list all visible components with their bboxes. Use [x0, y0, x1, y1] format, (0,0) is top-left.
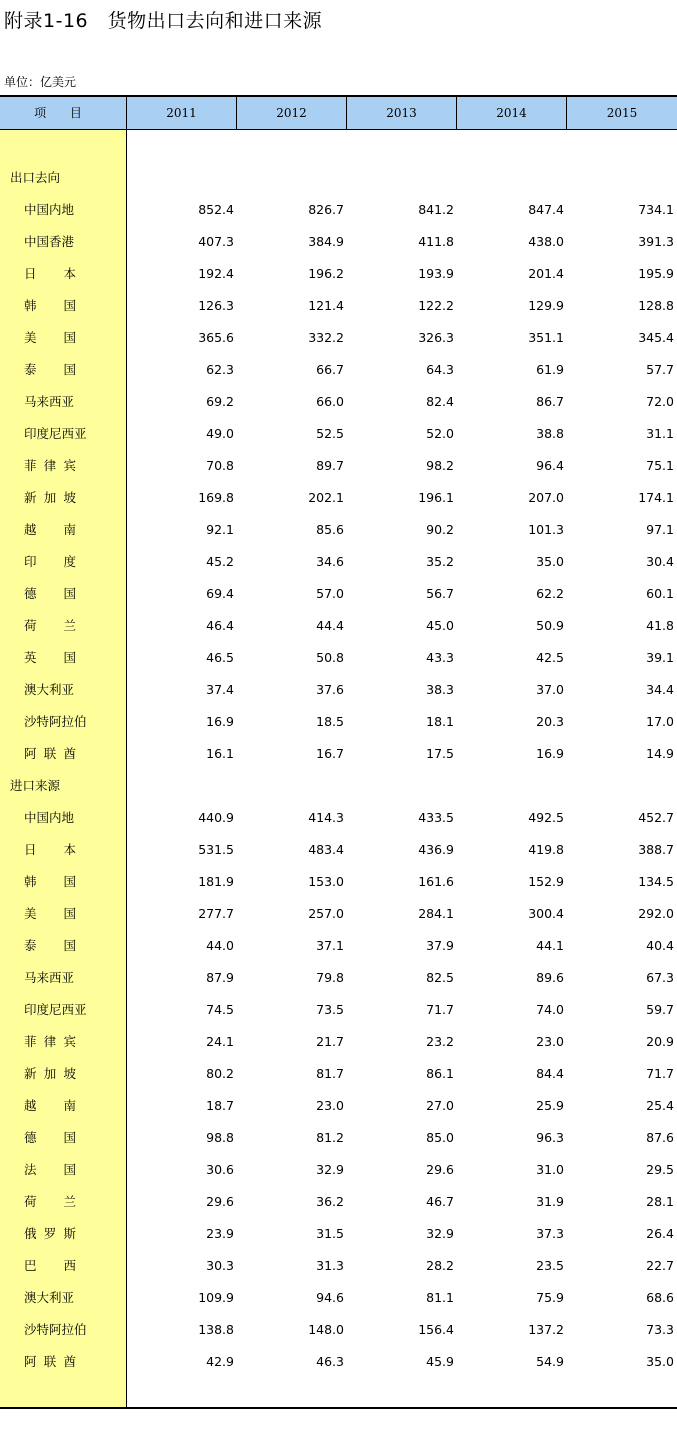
- value-cell: 68.6: [646, 1290, 674, 1305]
- value-cell: 196.2: [308, 266, 344, 281]
- row-label: 中国内地: [24, 202, 75, 217]
- value-cell: 134.5: [638, 874, 674, 889]
- row-label: 菲 律 宾: [24, 458, 76, 473]
- value-cell: 14.9: [646, 746, 674, 761]
- row-label: 泰 国: [24, 362, 76, 377]
- value-cell: 196.1: [418, 490, 454, 505]
- value-cell: 66.0: [316, 394, 344, 409]
- header-divider: [566, 97, 567, 129]
- value-cell: 44.0: [206, 938, 234, 953]
- table-row: [0, 1058, 677, 1090]
- value-cell: 46.5: [206, 650, 234, 665]
- row-label: 菲 律 宾: [24, 1034, 76, 1049]
- table-row: [0, 1346, 677, 1378]
- value-cell: 391.3: [638, 234, 674, 249]
- value-cell: 852.4: [198, 202, 234, 217]
- table-row: [0, 1218, 677, 1250]
- value-cell: 29.6: [206, 1194, 234, 1209]
- value-cell: 35.0: [536, 554, 564, 569]
- value-cell: 17.5: [426, 746, 454, 761]
- row-label: 荷 兰: [24, 618, 76, 633]
- value-cell: 109.9: [198, 1290, 234, 1305]
- value-cell: 436.9: [418, 842, 454, 857]
- value-cell: 138.8: [198, 1322, 234, 1337]
- table-row: [0, 1314, 677, 1346]
- value-cell: 17.0: [646, 714, 674, 729]
- value-cell: 49.0: [206, 426, 234, 441]
- value-cell: 62.2: [536, 586, 564, 601]
- table-row: [0, 354, 677, 386]
- row-label: 印度尼西亚: [24, 426, 87, 441]
- table-row: [0, 386, 677, 418]
- value-cell: 284.1: [418, 906, 454, 921]
- row-label: 德 国: [24, 1130, 76, 1145]
- header-year-2013: 2013: [386, 106, 417, 120]
- value-cell: 25.9: [536, 1098, 564, 1113]
- value-cell: 56.7: [426, 586, 454, 601]
- value-cell: 34.6: [316, 554, 344, 569]
- row-label: 德 国: [24, 586, 76, 601]
- value-cell: 31.9: [536, 1194, 564, 1209]
- value-cell: 128.8: [638, 298, 674, 313]
- value-cell: 46.4: [206, 618, 234, 633]
- row-label: 澳大利亚: [24, 1290, 75, 1305]
- value-cell: 37.3: [536, 1226, 564, 1241]
- value-cell: 98.8: [206, 1130, 234, 1145]
- value-cell: 129.9: [528, 298, 564, 313]
- value-cell: 433.5: [418, 810, 454, 825]
- value-cell: 31.5: [316, 1226, 344, 1241]
- value-cell: 195.9: [638, 266, 674, 281]
- row-label: 巴 西: [24, 1258, 76, 1273]
- value-cell: 84.4: [536, 1066, 564, 1081]
- row-label: 越 南: [24, 1098, 76, 1113]
- value-cell: 169.8: [198, 490, 234, 505]
- value-cell: 81.7: [316, 1066, 344, 1081]
- value-cell: 66.7: [316, 362, 344, 377]
- value-cell: 440.9: [198, 810, 234, 825]
- table-row: [0, 1250, 677, 1282]
- value-cell: 69.4: [206, 586, 234, 601]
- value-cell: 137.2: [528, 1322, 564, 1337]
- value-cell: 23.0: [316, 1098, 344, 1113]
- value-cell: 411.8: [418, 234, 454, 249]
- row-label: 越 南: [24, 522, 76, 537]
- header-year-2012: 2012: [276, 106, 307, 120]
- value-cell: 62.3: [206, 362, 234, 377]
- value-cell: 414.3: [308, 810, 344, 825]
- header-year-2014: 2014: [496, 106, 527, 120]
- table-row: [0, 290, 677, 322]
- table-row: [0, 738, 677, 770]
- value-cell: 85.6: [316, 522, 344, 537]
- header-year-2015: 2015: [606, 106, 638, 120]
- value-cell: 16.9: [536, 746, 564, 761]
- row-label: 俄 罗 斯: [24, 1226, 76, 1241]
- value-cell: 29.6: [426, 1162, 454, 1177]
- value-cell: 89.7: [316, 458, 344, 473]
- section-label: 进口来源: [10, 778, 61, 793]
- header-year-2011: 2011: [166, 106, 197, 120]
- value-cell: 181.9: [198, 874, 234, 889]
- value-cell: 22.7: [646, 1258, 674, 1273]
- value-cell: 30.6: [206, 1162, 234, 1177]
- value-cell: 419.8: [528, 842, 564, 857]
- row-label: 阿 联 酋: [24, 746, 76, 761]
- value-cell: 73.5: [316, 1002, 344, 1017]
- value-cell: 45.2: [206, 554, 234, 569]
- value-cell: 32.9: [316, 1162, 344, 1177]
- value-cell: 32.9: [426, 1226, 454, 1241]
- value-cell: 52.0: [426, 426, 454, 441]
- value-cell: 148.0: [308, 1322, 344, 1337]
- row-label: 马来西亚: [24, 970, 75, 985]
- row-label: 法 国: [24, 1162, 76, 1177]
- unit-label: 单位：亿美元: [4, 75, 77, 89]
- value-cell: 86.7: [536, 394, 564, 409]
- table-row: [0, 962, 677, 994]
- table-row: [0, 418, 677, 450]
- value-cell: 29.5: [646, 1162, 674, 1177]
- value-cell: 46.7: [426, 1194, 454, 1209]
- value-cell: 57.7: [646, 362, 674, 377]
- value-cell: 79.8: [316, 970, 344, 985]
- value-cell: 34.4: [646, 682, 674, 697]
- value-cell: 74.0: [536, 1002, 564, 1017]
- row-label: 新 加 坡: [24, 1066, 76, 1081]
- value-cell: 38.3: [426, 682, 454, 697]
- page-title: 附录1-16 货物出口去向和进口来源: [4, 10, 323, 32]
- table-row: [0, 546, 677, 578]
- table-row: [0, 610, 677, 642]
- table-row: [0, 674, 677, 706]
- table-row: [0, 642, 677, 674]
- row-label: 中国香港: [24, 234, 75, 249]
- value-cell: 28.2: [426, 1258, 454, 1273]
- value-cell: 18.5: [316, 714, 344, 729]
- value-cell: 101.3: [528, 522, 564, 537]
- table-row: [0, 1186, 677, 1218]
- value-cell: 44.4: [316, 618, 344, 633]
- value-cell: 122.2: [418, 298, 454, 313]
- value-cell: 202.1: [308, 490, 344, 505]
- value-cell: 27.0: [426, 1098, 454, 1113]
- value-cell: 97.1: [646, 522, 674, 537]
- value-cell: 201.4: [528, 266, 564, 281]
- value-cell: 42.5: [536, 650, 564, 665]
- header-divider: [456, 97, 457, 129]
- value-cell: 74.5: [206, 1002, 234, 1017]
- row-label: 日 本: [24, 842, 76, 857]
- row-label: 沙特阿拉伯: [24, 714, 87, 729]
- table-body: [0, 162, 677, 1378]
- value-cell: 21.7: [316, 1034, 344, 1049]
- value-cell: 407.3: [198, 234, 234, 249]
- value-cell: 43.3: [426, 650, 454, 665]
- value-cell: 531.5: [198, 842, 234, 857]
- value-cell: 23.0: [536, 1034, 564, 1049]
- value-cell: 847.4: [528, 202, 564, 217]
- table-row: [0, 194, 677, 226]
- header-divider: [236, 97, 237, 129]
- value-cell: 70.8: [206, 458, 234, 473]
- value-cell: 207.0: [528, 490, 564, 505]
- section-row: [0, 770, 677, 802]
- value-cell: 192.4: [198, 266, 234, 281]
- table-row: [0, 802, 677, 834]
- table-row: [0, 322, 677, 354]
- value-cell: 30.3: [206, 1258, 234, 1273]
- value-cell: 96.3: [536, 1130, 564, 1145]
- value-cell: 152.9: [528, 874, 564, 889]
- value-cell: 452.7: [638, 810, 674, 825]
- value-cell: 44.1: [536, 938, 564, 953]
- value-cell: 126.3: [198, 298, 234, 313]
- value-cell: 50.9: [536, 618, 564, 633]
- table-row: [0, 898, 677, 930]
- value-cell: 45.0: [426, 618, 454, 633]
- value-cell: 80.2: [206, 1066, 234, 1081]
- data-table: [0, 95, 677, 1409]
- row-label: 韩 国: [24, 298, 76, 313]
- row-label: 韩 国: [24, 874, 76, 889]
- value-cell: 37.0: [536, 682, 564, 697]
- value-cell: 35.0: [646, 1354, 674, 1369]
- value-cell: 69.2: [206, 394, 234, 409]
- value-cell: 46.3: [316, 1354, 344, 1369]
- value-cell: 67.3: [646, 970, 674, 985]
- value-cell: 36.2: [316, 1194, 344, 1209]
- value-cell: 96.4: [536, 458, 564, 473]
- row-label: 新 加 坡: [24, 490, 76, 505]
- value-cell: 483.4: [308, 842, 344, 857]
- value-cell: 31.3: [316, 1258, 344, 1273]
- value-cell: 23.2: [426, 1034, 454, 1049]
- value-cell: 87.9: [206, 970, 234, 985]
- value-cell: 75.1: [646, 458, 674, 473]
- value-cell: 81.2: [316, 1130, 344, 1145]
- value-cell: 75.9: [536, 1290, 564, 1305]
- table-row: [0, 834, 677, 866]
- section-row: [0, 162, 677, 194]
- table-row: [0, 578, 677, 610]
- value-cell: 25.4: [646, 1098, 674, 1113]
- value-cell: 71.7: [646, 1066, 674, 1081]
- value-cell: 28.1: [646, 1194, 674, 1209]
- value-cell: 57.0: [316, 586, 344, 601]
- table-row: [0, 226, 677, 258]
- value-cell: 38.8: [536, 426, 564, 441]
- table-row: [0, 482, 677, 514]
- value-cell: 277.7: [198, 906, 234, 921]
- table-row: [0, 1090, 677, 1122]
- value-cell: 92.1: [206, 522, 234, 537]
- value-cell: 31.0: [536, 1162, 564, 1177]
- value-cell: 292.0: [638, 906, 674, 921]
- table-row: [0, 258, 677, 290]
- value-cell: 24.1: [206, 1034, 234, 1049]
- value-cell: 153.0: [308, 874, 344, 889]
- value-cell: 351.1: [528, 330, 564, 345]
- value-cell: 734.1: [638, 202, 674, 217]
- value-cell: 54.9: [536, 1354, 564, 1369]
- value-cell: 174.1: [638, 490, 674, 505]
- value-cell: 35.2: [426, 554, 454, 569]
- value-cell: 121.4: [308, 298, 344, 313]
- value-cell: 61.9: [536, 362, 564, 377]
- value-cell: 89.6: [536, 970, 564, 985]
- value-cell: 23.5: [536, 1258, 564, 1273]
- table-header: [0, 97, 677, 129]
- value-cell: 82.5: [426, 970, 454, 985]
- row-label: 美 国: [24, 330, 76, 345]
- value-cell: 492.5: [528, 810, 564, 825]
- row-label: 澳大利亚: [24, 682, 75, 697]
- value-cell: 18.1: [426, 714, 454, 729]
- value-cell: 42.9: [206, 1354, 234, 1369]
- row-label: 沙特阿拉伯: [24, 1322, 87, 1337]
- row-label: 印度尼西亚: [24, 1002, 87, 1017]
- header-divider: [346, 97, 347, 129]
- table-row: [0, 994, 677, 1026]
- value-cell: 37.6: [316, 682, 344, 697]
- table-row: [0, 1154, 677, 1186]
- value-cell: 73.3: [646, 1322, 674, 1337]
- value-cell: 37.9: [426, 938, 454, 953]
- row-label: 马来西亚: [24, 394, 75, 409]
- value-cell: 71.7: [426, 1002, 454, 1017]
- value-cell: 300.4: [528, 906, 564, 921]
- value-cell: 20.9: [646, 1034, 674, 1049]
- value-cell: 257.0: [308, 906, 344, 921]
- value-cell: 365.6: [198, 330, 234, 345]
- value-cell: 156.4: [418, 1322, 454, 1337]
- value-cell: 826.7: [308, 202, 344, 217]
- value-cell: 193.9: [418, 266, 454, 281]
- value-cell: 82.4: [426, 394, 454, 409]
- value-cell: 388.7: [638, 842, 674, 857]
- value-cell: 30.4: [646, 554, 674, 569]
- table-row: [0, 706, 677, 738]
- value-cell: 87.6: [646, 1130, 674, 1145]
- value-cell: 161.6: [418, 874, 454, 889]
- value-cell: 20.3: [536, 714, 564, 729]
- value-cell: 18.7: [206, 1098, 234, 1113]
- value-cell: 39.1: [646, 650, 674, 665]
- table-row: [0, 1026, 677, 1058]
- value-cell: 90.2: [426, 522, 454, 537]
- table-row: [0, 930, 677, 962]
- value-cell: 41.8: [646, 618, 674, 633]
- value-cell: 326.3: [418, 330, 454, 345]
- value-cell: 72.0: [646, 394, 674, 409]
- row-label: 荷 兰: [24, 1194, 76, 1209]
- value-cell: 60.1: [646, 586, 674, 601]
- value-cell: 37.1: [316, 938, 344, 953]
- table-row: [0, 1122, 677, 1154]
- row-label: 中国内地: [24, 810, 75, 825]
- value-cell: 31.1: [646, 426, 674, 441]
- row-label: 日 本: [24, 266, 76, 281]
- row-label: 印 度: [24, 554, 76, 569]
- value-cell: 50.8: [316, 650, 344, 665]
- section-label: 出口去向: [10, 170, 61, 185]
- row-label: 阿 联 酋: [24, 1354, 76, 1369]
- table-row: [0, 450, 677, 482]
- value-cell: 52.5: [316, 426, 344, 441]
- value-cell: 98.2: [426, 458, 454, 473]
- table-row: [0, 866, 677, 898]
- table-row: [0, 514, 677, 546]
- value-cell: 59.7: [646, 1002, 674, 1017]
- value-cell: 23.9: [206, 1226, 234, 1241]
- value-cell: 384.9: [308, 234, 344, 249]
- value-cell: 81.1: [426, 1290, 454, 1305]
- value-cell: 332.2: [308, 330, 344, 345]
- row-label: 美 国: [24, 906, 76, 921]
- value-cell: 16.1: [206, 746, 234, 761]
- value-cell: 94.6: [316, 1290, 344, 1305]
- table-row: [0, 1282, 677, 1314]
- row-label: 泰 国: [24, 938, 76, 953]
- row-label: 英 国: [24, 650, 76, 665]
- value-cell: 841.2: [418, 202, 454, 217]
- value-cell: 85.0: [426, 1130, 454, 1145]
- value-cell: 45.9: [426, 1354, 454, 1369]
- table-bottom-rule: [0, 1407, 677, 1409]
- value-cell: 16.7: [316, 746, 344, 761]
- value-cell: 40.4: [646, 938, 674, 953]
- value-cell: 64.3: [426, 362, 454, 377]
- value-cell: 16.9: [206, 714, 234, 729]
- value-cell: 86.1: [426, 1066, 454, 1081]
- value-cell: 26.4: [646, 1226, 674, 1241]
- value-cell: 345.4: [638, 330, 674, 345]
- value-cell: 37.4: [206, 682, 234, 697]
- value-cell: 438.0: [528, 234, 564, 249]
- header-item: 项 目: [34, 106, 92, 120]
